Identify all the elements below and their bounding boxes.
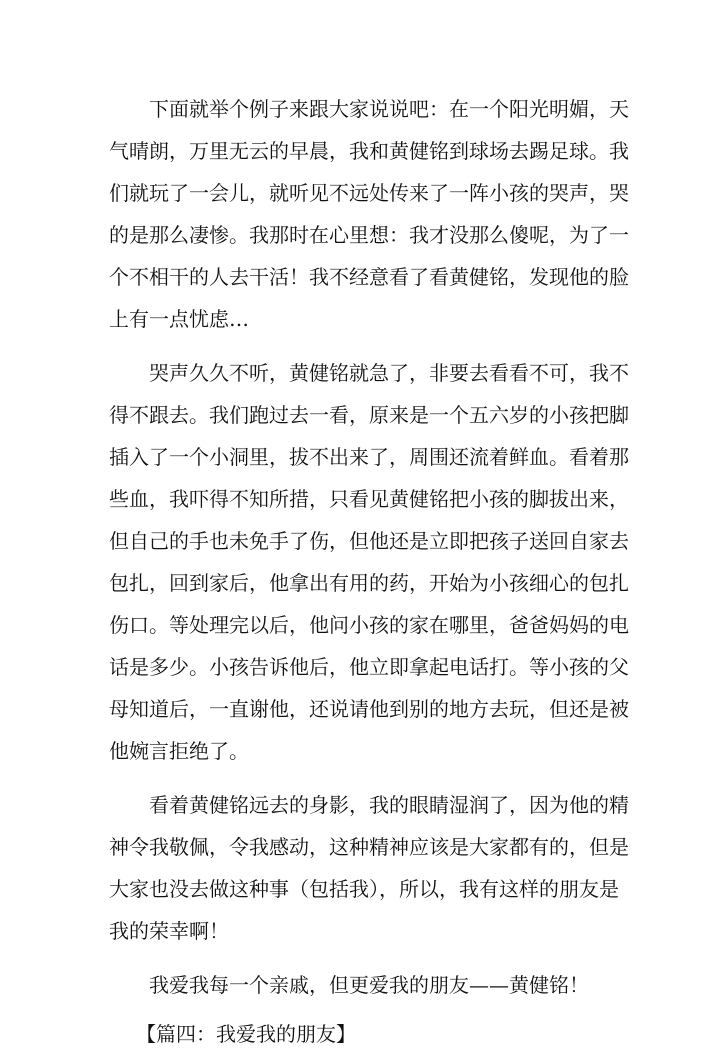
paragraph-line: 包扎，回到家后，他拿出有用的药，开始为小孩细心的包扎: [109, 571, 629, 595]
paragraph-2: [109, 352, 629, 772]
paragraph-line: 得不跟去。我们跑过去一看，原来是一个五六岁的小孩把脚: [109, 403, 629, 427]
paragraph-line: 哭声久久不听，黄健铭就急了，非要去看看不可，我不: [149, 361, 629, 385]
paragraph-1: [109, 88, 629, 340]
document-page: [109, 88, 629, 1060]
paragraph-line: 看着黄健铭远去的身影，我的眼睛湿润了，因为他的精: [149, 793, 629, 817]
paragraph-line: 他婉言拒绝了。: [109, 739, 249, 763]
paragraph-line: 气晴朗，万里无云的早晨，我和黄健铭到球场去踢足球。我: [109, 139, 629, 163]
paragraph-3: [109, 784, 629, 952]
paragraph-line: 们就玩了一会儿，就听见不远处传来了一阵小孩的哭声，哭: [109, 181, 629, 205]
paragraph-line: 个不相干的人去干活！我不经意看了看黄健铭，发现他的脸: [109, 265, 629, 289]
paragraph-line: 些血，我吓得不知所措，只看见黄健铭把小孩的脚拔出来，: [109, 487, 629, 511]
paragraph-line: 下面就举个例子来跟大家说说吧：在一个阳光明媚，天: [149, 97, 629, 121]
section-heading: 【篇四：我爱我的朋友】: [136, 1022, 356, 1046]
paragraph-line: 插入了一个小洞里，拔不出来了，周围还流着鲜血。看着那: [109, 445, 629, 469]
paragraph-line: 伤口。等处理完以后，他问小孩的家在哪里，爸爸妈妈的电: [109, 613, 629, 637]
paragraph-line: 我的荣幸啊！: [109, 919, 229, 943]
paragraph-line: 上有一点忧虑…: [109, 307, 249, 331]
paragraph-line: 话是多少。小孩告诉他后，他立即拿起电话打。等小孩的父: [109, 655, 629, 679]
paragraph-line: 母知道后，一直谢他，还说请他到别的地方去玩，但还是被: [109, 697, 629, 721]
paragraph-line: 大家也没去做这种事（包括我），所以，我有这样的朋友是: [109, 877, 619, 901]
paragraph-line: 的是那么凄惨。我那时在心里想：我才没那么傻呢，为了一: [109, 223, 629, 247]
paragraph-line: 我爱我每一个亲戚，但更爱我的朋友——黄健铭！: [149, 973, 589, 997]
paragraph-line: 但自己的手也未免手了伤，但他还是立即把孩子送回自家去: [109, 529, 629, 553]
paragraph-line: 神令我敬佩，令我感动，这种精神应该是大家都有的，但是: [109, 835, 629, 859]
paragraph-4: [109, 964, 614, 1006]
